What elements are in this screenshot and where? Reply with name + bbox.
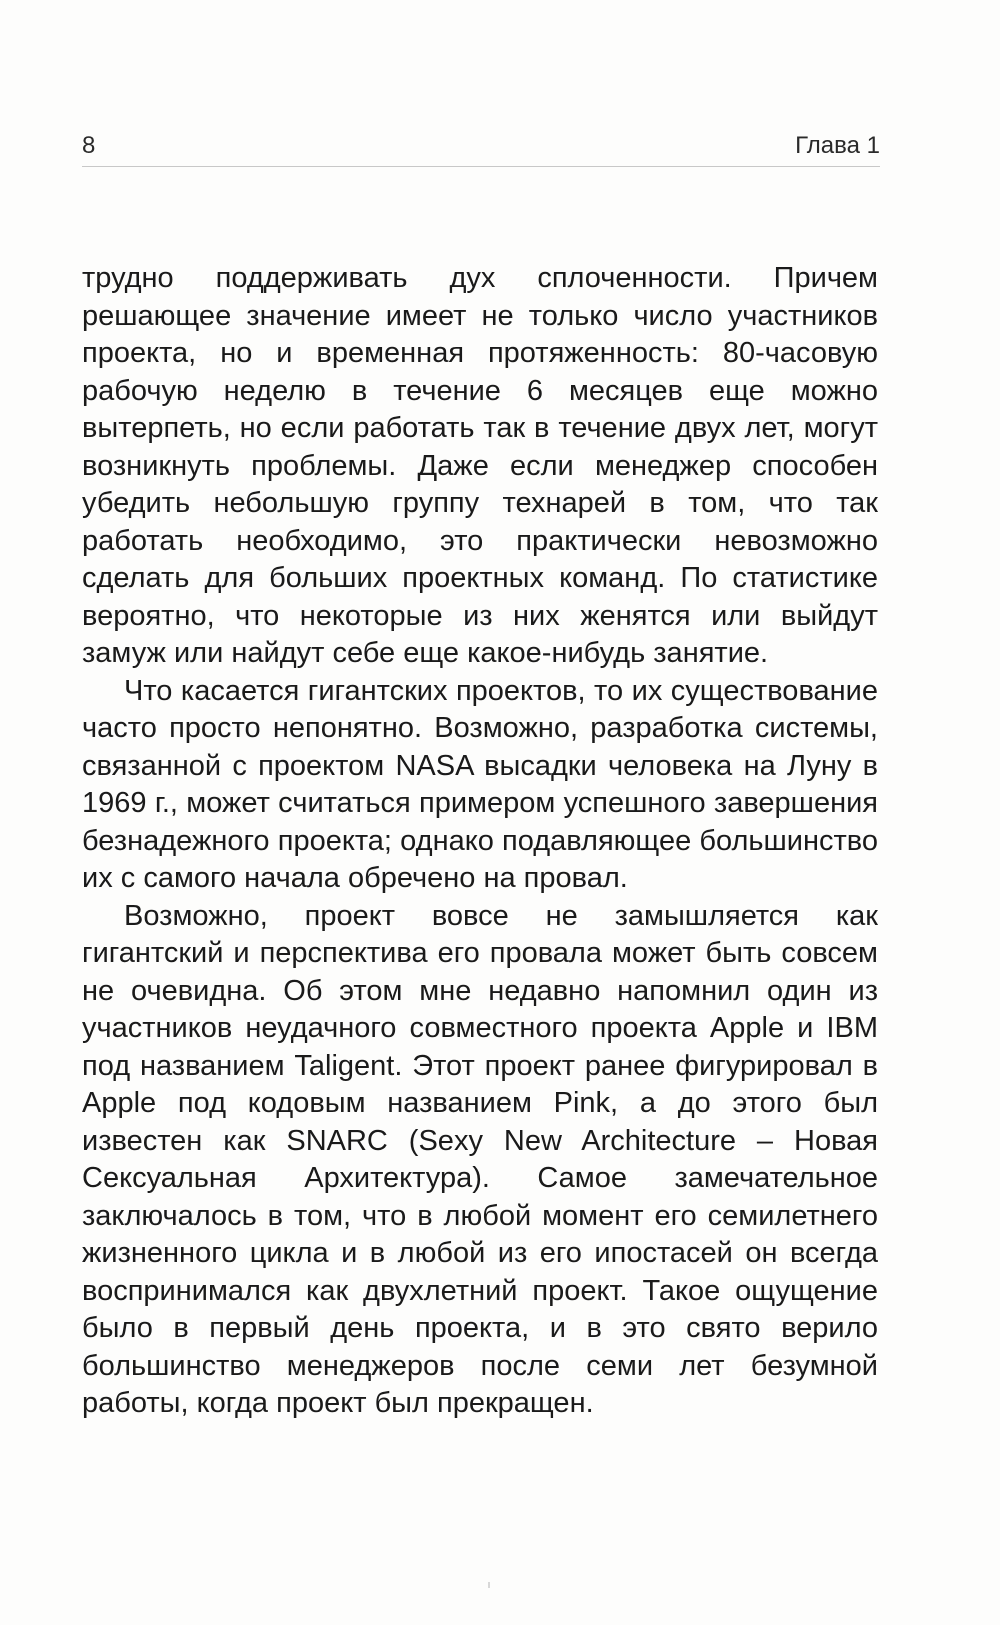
running-header xyxy=(82,132,880,167)
scan-speck xyxy=(488,1582,490,1588)
chapter-label: Глава 1 xyxy=(795,132,880,159)
paragraph-taligent: Возможно, проект вовсе не замышляется как гигантский и перспектива его провала может быть совсем не очевидна. Об этом мне недавно напомнил один из участников неудачного совместного проекта Apple и IBM под названием Taligent. Этот проект ранее фигурировал в Apple под кодовым названием Pink, а до этого был известен как SNARC (Sexy New Architecture – Новая Сексуальная Архитектура). Самое замечательное заключалось в том, что в любой момент его семилетнего жизненного цикла и в любой из его ипостасей он всегда воспринимался как двухлетний проект. Такое ощущение было в первый день проекта, и в это свято верило большинство менеджеров после семи лет безумной работы, когда проект был прекращен. xyxy=(82,899,878,1419)
body-text xyxy=(82,260,878,1423)
paragraph-continued: трудно поддерживать дух сплоченности. Причем решающее значение имеет не только число участников проекта, но и временная протяженность: 80-часовую рабочую неделю в течение 6 месяцев еще можно вытерпеть, но если работать так в течение двух лет, могут возникнуть проблемы. Даже если менеджер способен убедить небольшую группу технарей в том, что так работать необходимо, это практически невозможно сделать для больших проектных команд. По статистике вероятно, что некоторые из них женятся или выйдут замуж или найдут себе еще какое-нибудь занятие. xyxy=(82,262,878,669)
page-number: 8 xyxy=(82,132,96,159)
paragraph-giant-projects: Что касается гигантских проектов, то их существование часто просто непонятно. Возможно, разработка системы, связанной с проектом NASA высадки человека на Луну в 1969 г., может считаться примером успешного завершения безнадежного проекта; однако подавляющее большинство их с самого начала обречено на провал. xyxy=(82,674,878,894)
